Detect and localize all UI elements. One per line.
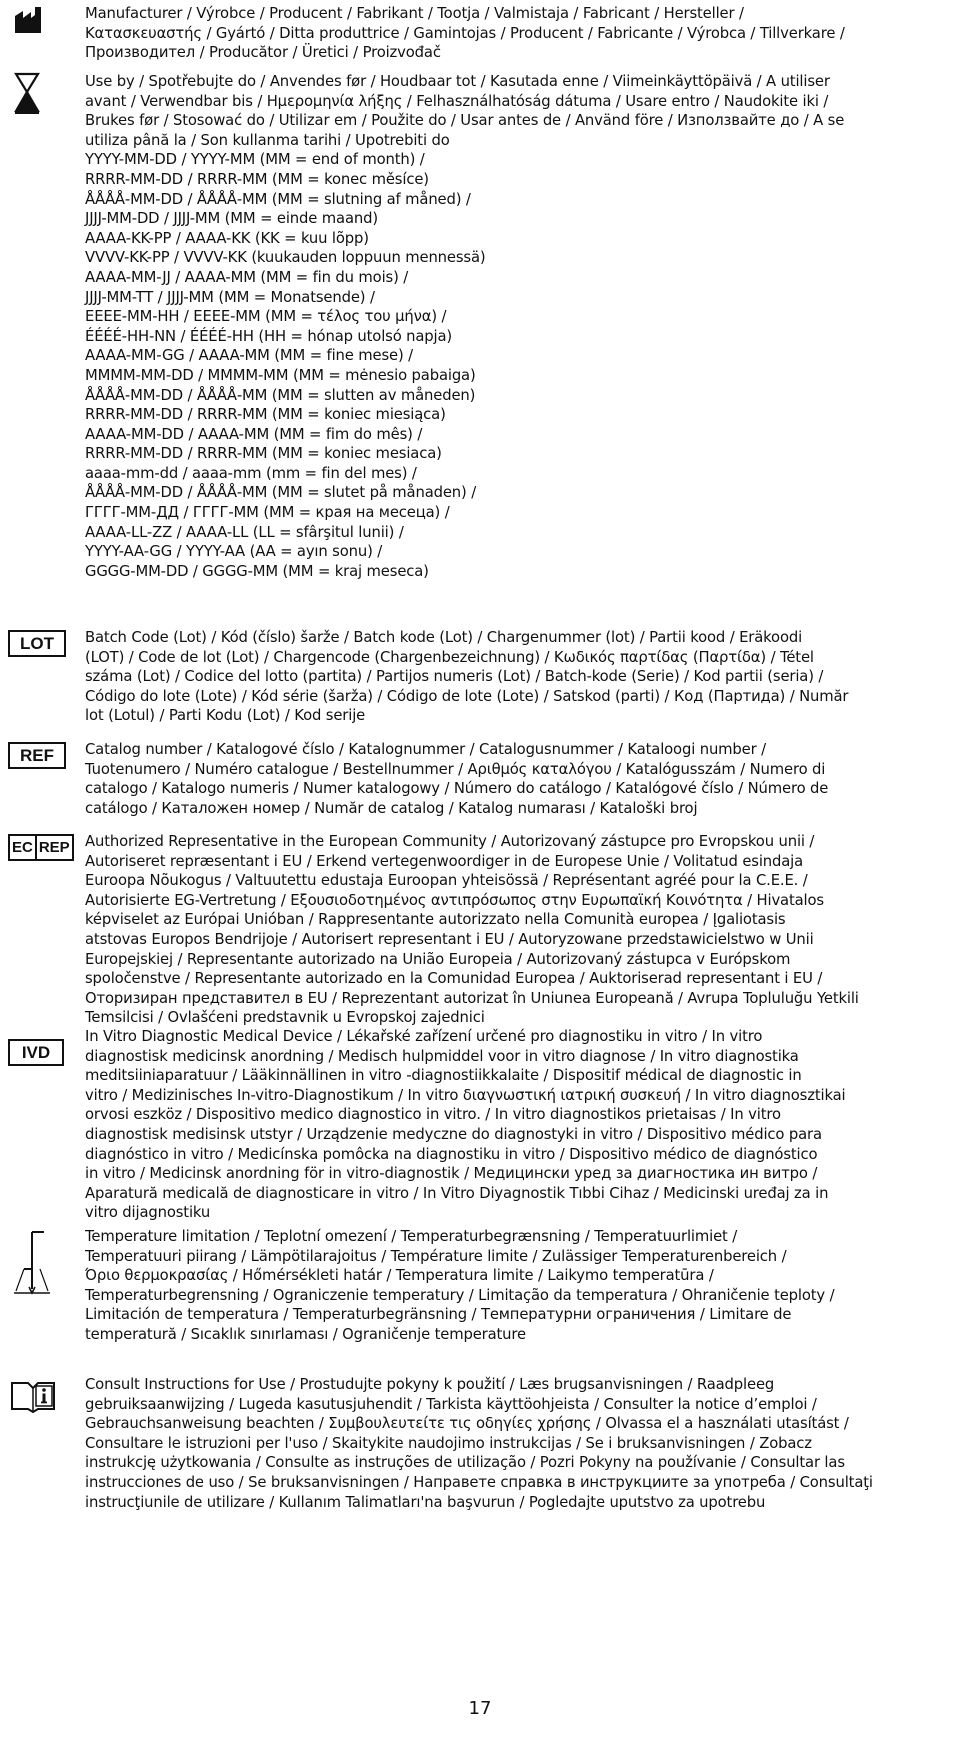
use-by-text: Use by / Spotřebujte do / Anvendes før / Houdbaar tot / Kasutada enne / Viimeinkäyttöpäivä / A utiliser avant / Verwendbar bis / Ημερομηνία λήξης / Felhasználhatóság dátuma / Usare entro / Naudokite iki / Brukes før / Stosować do / Utilizar em / Použite do / Usar antes de / Använd före / Използвайте до / A se utiliza până la / Son kullanma tarihi / Upotrebiti do YYYY-MM-DD / YYYY-MM (MM = end of month) / RRRR-MM-DD / RRRR-MM (MM = konec měsíce) ÅÅÅÅ-MM-DD / ÅÅÅÅ-MM (MM = slutning af måned) / JJJJ-MM-DD / JJJJ-MM (MM = einde maand) AAAA-KK-PP / AAAA-KK (KK = kuu lõpp) VVVV-KK-PP / VVVV-KK (kuukauden loppuun mennessä) AAAA-MM-JJ / AAAA-MM (MM = fin du mois) / JJJJ-MM-TT / JJJJ-MM (MM = Monatsende) / ΕΕΕΕ-ΜΜ-ΗΗ / ΕΕΕΕ-ΜΜ (ΜΜ = τέλος του μήνα) / ÉÉÉÉ-HH-NN / ÉÉÉÉ-HH (HH = hónap utolsó napja) AAAA-MM-GG / AAAA-MM (MM = fine mese) / MMMM-MM-DD / MMMM-MM (MM = mėnesio pabaiga) ÅÅÅÅ-MM-DD / ÅÅÅÅ-MM (MM = slutten av måneden) RRRR-MM-DD / RRRR-MM (MM = koniec miesiąca) AAAA-MM-DD / AAAA-MM (MM = fim do mês) / RRRR-MM-DD / RRRR-MM (MM = koniec mesiaca) aaaa-mm-dd / aaaa-mm (mm = fin del mes) / ÅÅÅÅ-MM-DD / ÅÅÅÅ-MM (MM = slutet på månaden) / ГГГГ-ММ-ДД / ГГГГ-ММ (ММ = края на месеца) / AAAA-LL-ZZ / AAAA-LL (LL = sfârşitul lunii) / YYYY-AA-GG / YYYY-AA (AA = ayın sonu) / GGGG-MM-DD / GGGG-MM (MM = kraj meseca)	[85, 73, 845, 580]
ref-symbol-label: REF	[8, 742, 66, 769]
ivd-text: In Vitro Diagnostic Medical Device / Lékařské zařízení určené pro diagnostiku in vitro / In vitro diagnostisk medicinsk anordning / Medisch hulpmiddel voor in vitro diagnose / In vitro diagnostika meditsiiniaparatuur / Lääkinnällinen in vitro -diagnostiikkalaite / Dispositif médical de diagnostic in vitro / Medizinisches In-vitro-Diagnostikum / In vitro διαγνωστική ιατρική συσκευή / In vitro diagnosztikai orvosi eszköz / Dispositivo medico diagnostico in vitro. / In vitro diagnostikos prietaisas / In vitro diagnostisk medisinsk utstyr / Urządzenie medyczne do diagnostyki in vitro / Dispositivo médico para diagnóstico in vitro / Medicínska pomôcka na diagnostiku in vitro / Dispositivo médico de diagnóstico in vitro / Medicinsk anordning för in vitro-diagnostik / Медицински уред за диагностика ин витро / Aparatură medicală de diagnosticare in vitro / In Vitro Diyagnostik Tıbbi Cihaz / Medicinski uređaj za in vitro dijagnostiku	[85, 1028, 846, 1222]
consult-ifu-text: Consult Instructions for Use / Prostudujte pokyny k použití / Læs brugsanvisningen / Raadpleeg gebruiksaanwijzing / Lugeda kasutusjuhendit / Tarkista käyttöohjeista / Consulter la notice d’emploi / Gebrauchsanweisung beachten / Συμβουλευτείτε τις οδηγίες χρήσης / Olvassa el a használati utasítást / Consultare le istruzioni per l'uso / Skaitykite naudojimo instrukcijas / Se i bruksanvisningen / Zobacz instrukcję użytkowania / Consulte as instruções de utilização / Pozri Pokyny na používanie / Consultar las instrucciones de uso / Se bruksanvisningen / Направете справка в инструкциите за употреба / Consultaţi instrucţiunile de utilizare / Kullanım Talimatları'na başvurun / Pogledajte uputstvo za upotrebu	[85, 1376, 873, 1511]
temperature-text: Temperature limitation / Teplotní omezení / Temperaturbegrænsning / Temperatuurlimiet / Temperatuuri piirang / Lämpötilarajoitus / Température limite / Zulässiger Temperaturenbereich / Όριο θερμοκρασίας / Hőmérsékleti határ / Temperatura limite / Laikymo temperatūra / Temperaturbegrensning / Ograniczenie temperatury / Limitação da temperatura / Ohraničenie teploty / Limitación de temperatura / Temperaturbegränsning / Температурни ограничения / Limitare de temperatură / Sıcaklık sınırlaması / Ograničenje temperature	[85, 1228, 835, 1343]
ivd-symbol-label: IVD	[8, 1039, 64, 1066]
ec-rep-text: Authorized Representative in the European Community / Autorizovaný zástupce pro Evropskou unii / Autoriseret repræsentant i EU / Erkend vertegenwoordiger in de Europese Unie / Volitatud esindaja Euroopa Nõukogus / Valtuutettu edustaja Euroopan yhteisössä / Représentant agréé pour la C.E.E. / Autorisierte EG-Vertretung / Εξουσιοδοτημένος αντιπρόσωπος στην Ευρωπαϊκή Κοινότητα / Hivatalos képviselet az Európai Unióban / Rappresentante autorizzato nella Comunità europea / Įgaliotasis atstovas Europos Bendrijoje / Autorisert representant i EU / Autoryzowane przedstawicielstwo w Unii Europejskiej / Representante autorizado na União Europeia / Autorizovaný zástupca v Európskom spoločenstve / Representante autorizado en la Comunidad Europea / Auktoriserad representant i EU / Оторизиран представител в EU / Reprezentant autorizat în Uniunea Europeană / Avrupa Topluluğu Yetkili Temsilcisi / Ovlašćeni predstavnik u Evropskoj zajednici	[85, 833, 859, 1027]
manufacturer-text: Manufacturer / Výrobce / Producent / Fabrikant / Tootja / Valmistaja / Fabricant / Hersteller / Κατασκευαστής / Gyártó / Ditta produttrice / Gamintojas / Producent / Fabricante / Výrobca / Tillverkare / Производител / Producător / Üretici / Proizvođač	[85, 5, 845, 62]
ec-symbol-label: EC	[12, 839, 33, 856]
lot-symbol-label: LOT	[8, 630, 66, 657]
ref-text: Catalog number / Katalogové číslo / Katalognummer / Catalogusnummer / Kataloogi number / Tuotenumero / Numéro catalogue / Bestellnummer / Αριθμός καταλόγου / Katalógusszám / Numero di catalogo / Katalogo numeris / Numer katalogowy / Número do catálogo / Katalógové číslo / Número de catálogo / Каталожен номер / Număr de catalog / Katalog numarası / Kataloški broj	[85, 741, 829, 817]
lot-text: Batch Code (Lot) / Kód (číslo) šarže / Batch kode (Lot) / Chargenummer (lot) / Partii kood / Eräkoodi (LOT) / Code de lot (Lot) / Chargencode (Chargenbezeichnung) / Κωδικός παρτίδας (Παρτίδα) / Tétel száma (Lot) / Codice del lotto (partita) / Partijos numeris (Lot) / Batch-kode (Serie) / Kod partii (seria) / Código do lote (Lote) / Kód série (šarža) / Código de lote (Lote) / Satskod (parti) / Код (Партида) / Număr lot (Lotul) / Parti Kodu (Lot) / Kod serije	[85, 629, 849, 725]
rep-symbol-label: REP	[38, 839, 70, 856]
page-number: 17	[468, 1698, 492, 1719]
